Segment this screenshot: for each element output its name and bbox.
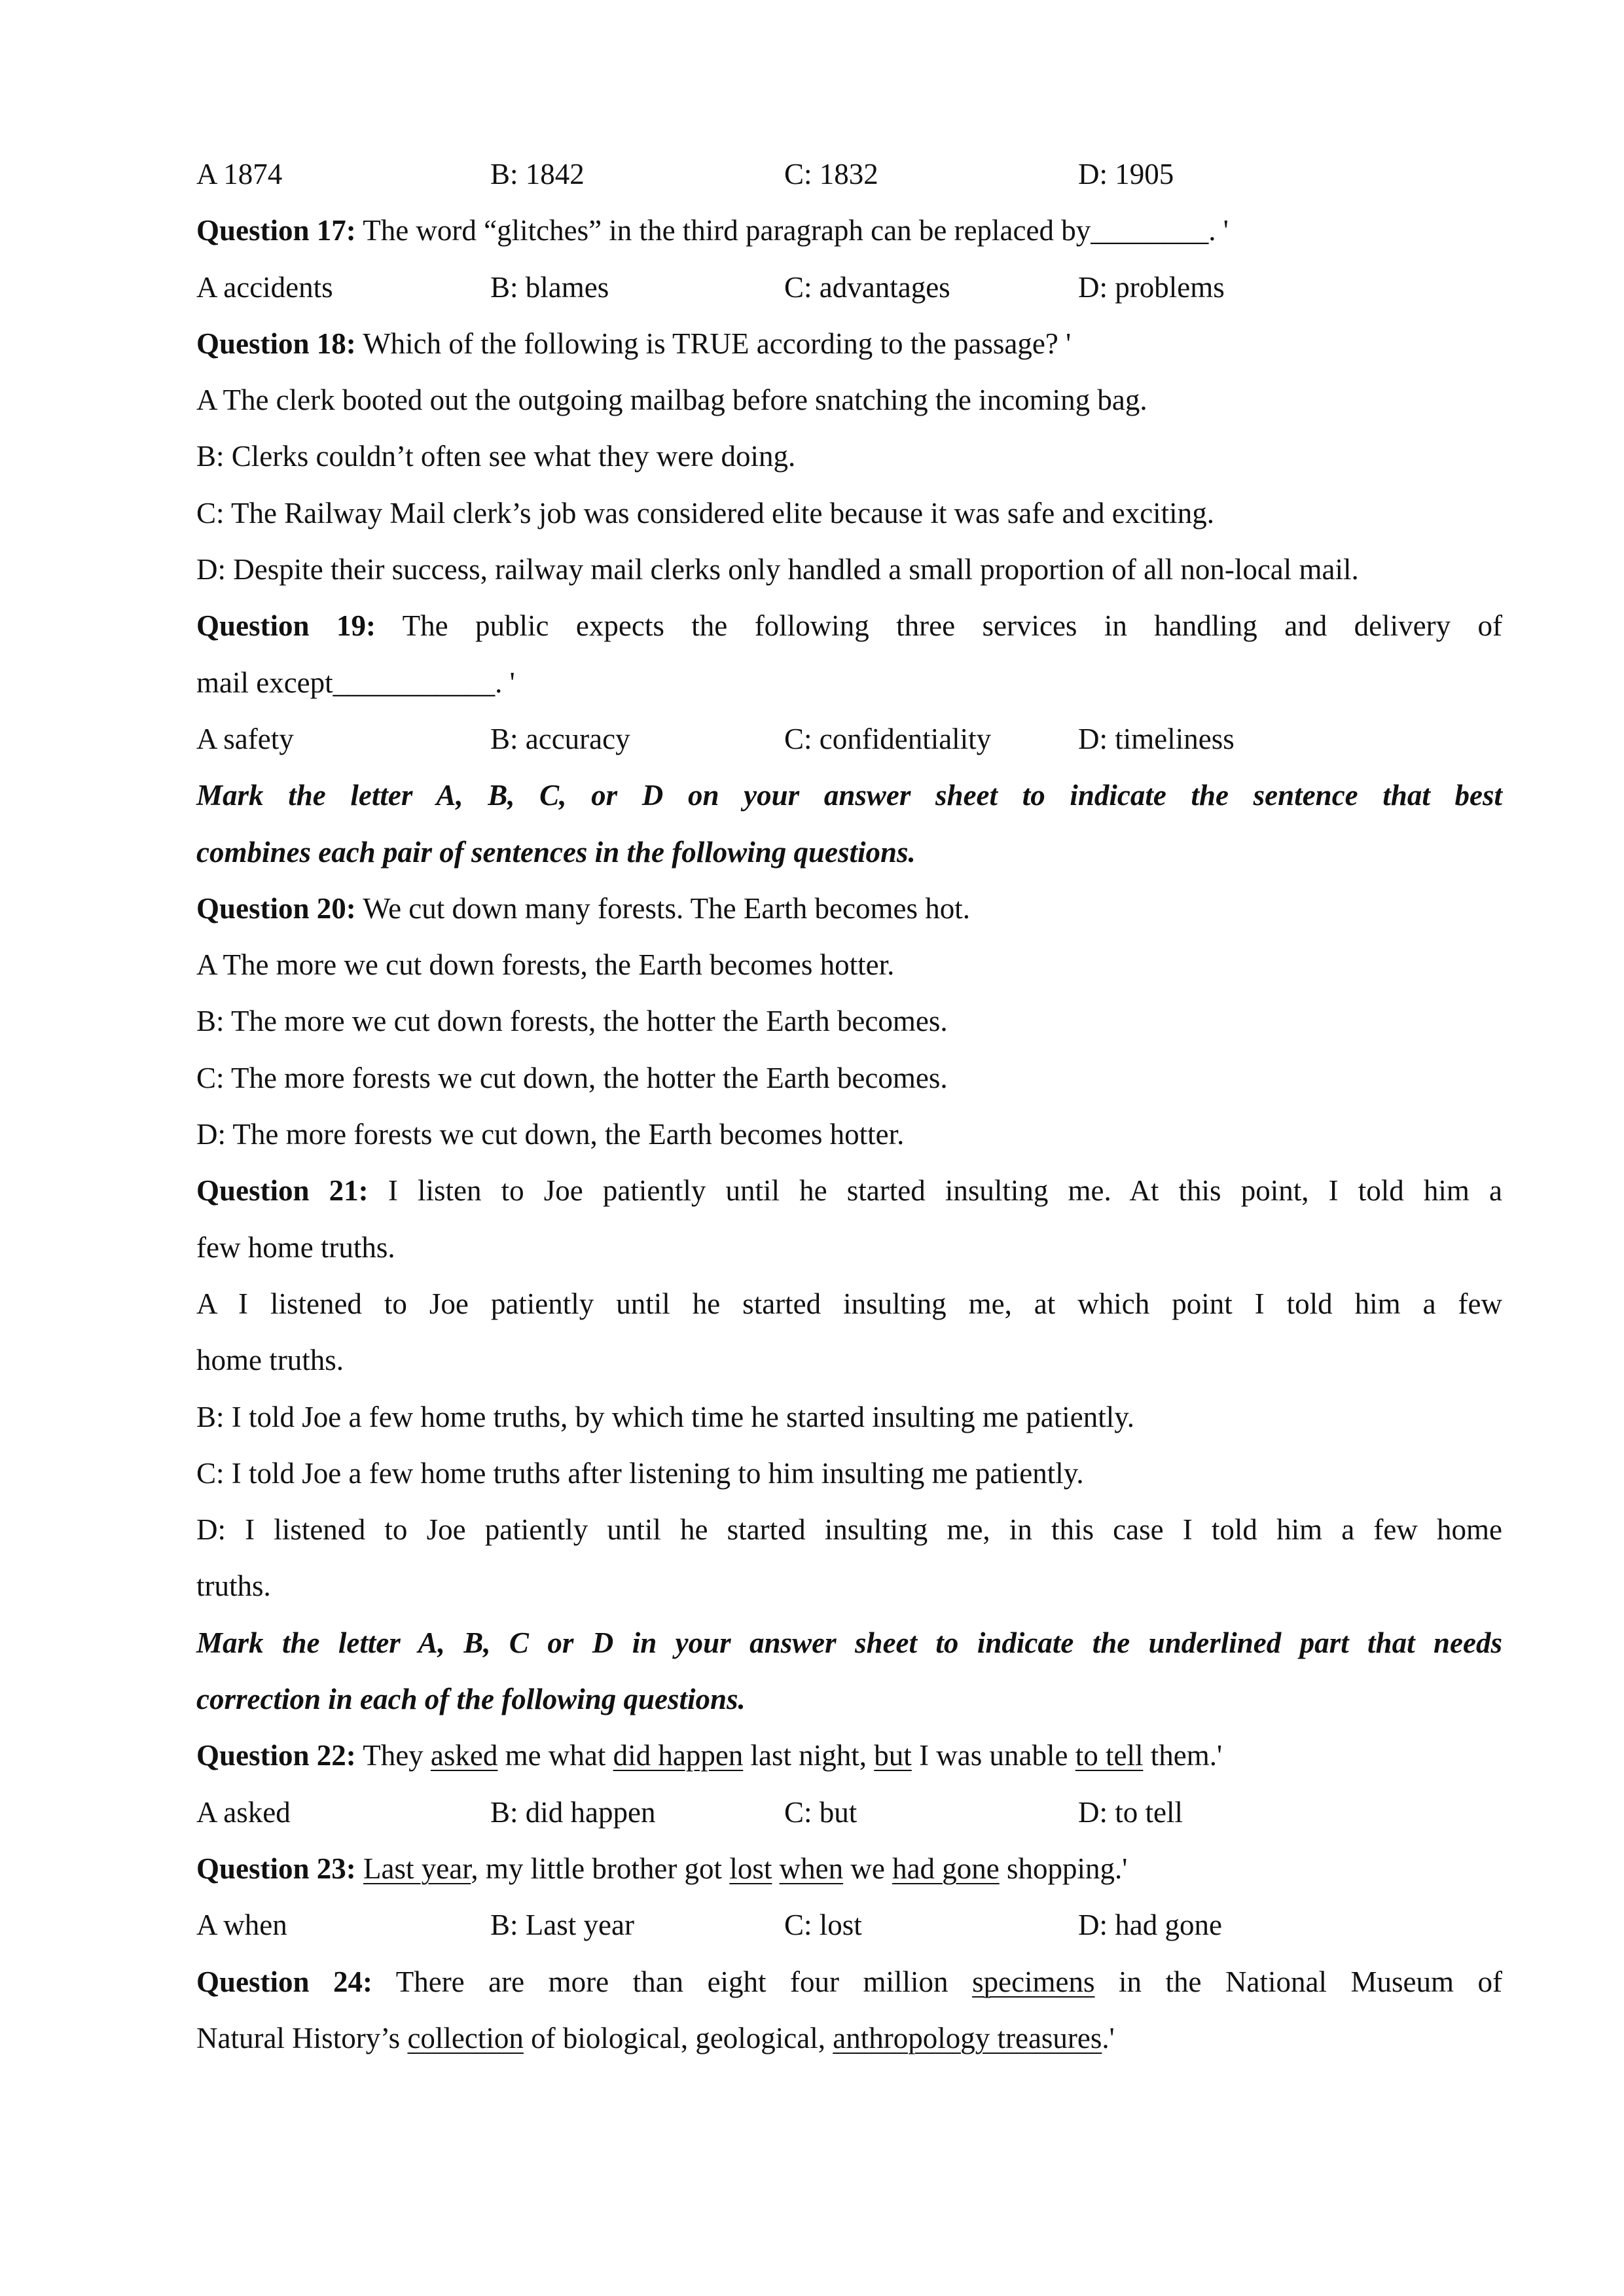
q21-answer-d-line2: truths. <box>196 1570 271 1603</box>
q23-label: Question 23: <box>196 1852 356 1885</box>
q20-label: Question 20: <box>196 891 356 925</box>
q22-option-c: C: but <box>784 1795 857 1829</box>
q19-option-b: B: accuracy <box>490 722 630 755</box>
q22-stem <box>196 1727 1502 1784</box>
q22-underlined-d: to tell <box>1075 1739 1144 1772</box>
q16-option-c: C: 1832 <box>784 158 878 190</box>
q22-text-3: last night, <box>743 1739 875 1772</box>
q24-stem-line1 <box>196 1954 1502 2010</box>
q23-text-1: , my little brother got <box>471 1852 730 1885</box>
q22-underlined-a: asked <box>430 1739 498 1772</box>
q16-options <box>196 146 1502 202</box>
q24-text-1: There are more than eight four million <box>372 1965 973 1998</box>
q17-stem <box>196 202 1502 259</box>
q17-text: The word “glitches” in the third paragraph can be replaced by________. ' <box>355 214 1229 247</box>
q19-option-d: D: timeliness <box>1078 722 1235 755</box>
q23-text-0 <box>356 1852 363 1885</box>
q23-underlined-2: lost <box>729 1852 772 1885</box>
q19-text-1: The public expects the following three services in handling and delivery of <box>375 609 1503 643</box>
q17-option-b: B: blames <box>490 270 609 304</box>
q19-option-a: A safety <box>196 722 294 755</box>
q17-options <box>196 259 1502 315</box>
instruction-correction-line1: Mark the letter A, B, C or D in your answer sheet to indicate the underlined part that needs <box>196 1626 1502 1659</box>
q22-label: Question 22: <box>196 1739 356 1772</box>
q20-answer-a: A The more we cut down forests, the Earth becomes hotter. <box>196 948 895 982</box>
q20-stem <box>196 880 1502 937</box>
q18-label: Question 18: <box>196 327 356 360</box>
q17-option-d: D: problems <box>1078 270 1225 304</box>
q17-label: Question 17: <box>196 214 356 247</box>
q16-option-a: A 1874 <box>196 158 283 190</box>
q24-label: Question 24: <box>196 1965 373 1998</box>
q24-underlined-treasures: anthropology treasures <box>833 2021 1102 2054</box>
q20-answer-b: B: The more we cut down forests, the hotter the Earth becomes. <box>196 1005 948 1038</box>
q22-text-2: me what <box>497 1739 613 1772</box>
q18-answer-c: C: The Railway Mail clerk’s job was considered elite because it was safe and exciting. <box>196 496 1214 529</box>
q21-answer-d-line1: D: I listened to Joe patiently until he started insulting me, in this case I told him a few home <box>196 1513 1502 1547</box>
q23-text-3: we <box>843 1852 893 1885</box>
q19-option-c: C: confidentiality <box>784 722 992 755</box>
q23-option-a: A when <box>196 1909 287 1942</box>
q23-underlined-4: had gone <box>892 1852 1000 1885</box>
q22-option-a: A asked <box>196 1795 291 1829</box>
q18-answer-b: B: Clerks couldn’t often see what they were doing. <box>196 440 796 473</box>
q16-option-b: B: 1842 <box>490 158 585 190</box>
q23-option-c: C: lost <box>784 1909 862 1942</box>
q19-options <box>196 711 1502 767</box>
q22-text-1: They <box>355 1739 431 1772</box>
instruction-combine-line2: combines each pair of sentences in the following questions. <box>196 835 916 869</box>
q23-text-2 <box>772 1852 779 1885</box>
instruction-combine-line1: Mark the letter A, B, C, or D on your answer sheet to indicate the sentence that best <box>196 779 1502 812</box>
q23-underlined-1: Last year <box>363 1852 471 1885</box>
q23-options <box>196 1897 1502 1953</box>
q22-text-4: I was unable <box>911 1739 1075 1772</box>
q22-options <box>196 1784 1502 1840</box>
q20-text: We cut down many forests. The Earth becomes hot. <box>355 891 970 925</box>
q21-text-1: I listen to Joe patiently until he started insulting me. At this point, I told him a <box>368 1174 1503 1208</box>
q24-text-4: of biological, geological, <box>523 2021 833 2054</box>
q23-text-4: shopping.' <box>999 1852 1128 1885</box>
q19-stem-line2: mail except___________. ' <box>196 666 515 699</box>
exam-page <box>196 146 1502 2066</box>
q24-underlined-collection: collection <box>407 2021 524 2054</box>
q23-stem <box>196 1840 1502 1897</box>
q24-stem-line2 <box>196 2010 1502 2066</box>
q24-underlined-specimens: specimens <box>972 1965 1095 1998</box>
q21-stem-line2: few home truths. <box>196 1230 395 1264</box>
q18-stem <box>196 315 1502 372</box>
q19-stem-line1 <box>196 598 1502 654</box>
q17-option-a: A accidents <box>196 270 333 304</box>
q23-option-b: B: Last year <box>490 1909 634 1942</box>
q19-label: Question 19: <box>196 609 376 643</box>
q21-answer-c: C: I told Joe a few home truths after listening to him insulting me patiently. <box>196 1456 1084 1490</box>
q22-underlined-c: but <box>874 1739 912 1772</box>
q18-answer-d: D: Despite their success, railway mail clerks only handled a small proportion of all non-local mail. <box>196 553 1359 586</box>
q22-option-d: D: to tell <box>1078 1795 1183 1829</box>
q24-text-3: Natural History’s <box>196 2021 408 2054</box>
q23-option-d: D: had gone <box>1078 1909 1222 1942</box>
q18-text: Which of the following is TRUE according to the passage? ' <box>355 327 1072 360</box>
q21-answer-a-line1: A I listened to Joe patiently until he started insulting me, at which point I told him a few <box>196 1287 1502 1320</box>
q21-answer-a-line2: home truths. <box>196 1344 344 1377</box>
q20-answer-c: C: The more forests we cut down, the hotter the Earth becomes. <box>196 1061 948 1094</box>
q22-option-b: B: did happen <box>490 1795 656 1829</box>
q16-option-d: D: 1905 <box>1078 158 1174 190</box>
q17-option-c: C: advantages <box>784 270 950 304</box>
q24-text-5: .' <box>1102 2021 1115 2054</box>
q21-answer-b: B: I told Joe a few home truths, by which time he started insulting me patiently. <box>196 1400 1135 1433</box>
q23-underlined-3: when <box>779 1852 844 1885</box>
q20-answer-d: D: The more forests we cut down, the Earth becomes hotter. <box>196 1118 905 1151</box>
q18-answer-a: A The clerk booted out the outgoing mailbag before snatching the incoming bag. <box>196 384 1147 417</box>
instruction-correction-line2: correction in each of the following questions. <box>196 1683 746 1716</box>
q22-underlined-b: did happen <box>613 1739 744 1772</box>
q22-text-5: them.' <box>1143 1739 1223 1772</box>
q24-text-2: in the National Museum of <box>1094 1965 1503 1998</box>
q21-stem-line1 <box>196 1162 1502 1219</box>
q21-label: Question 21: <box>196 1174 369 1208</box>
